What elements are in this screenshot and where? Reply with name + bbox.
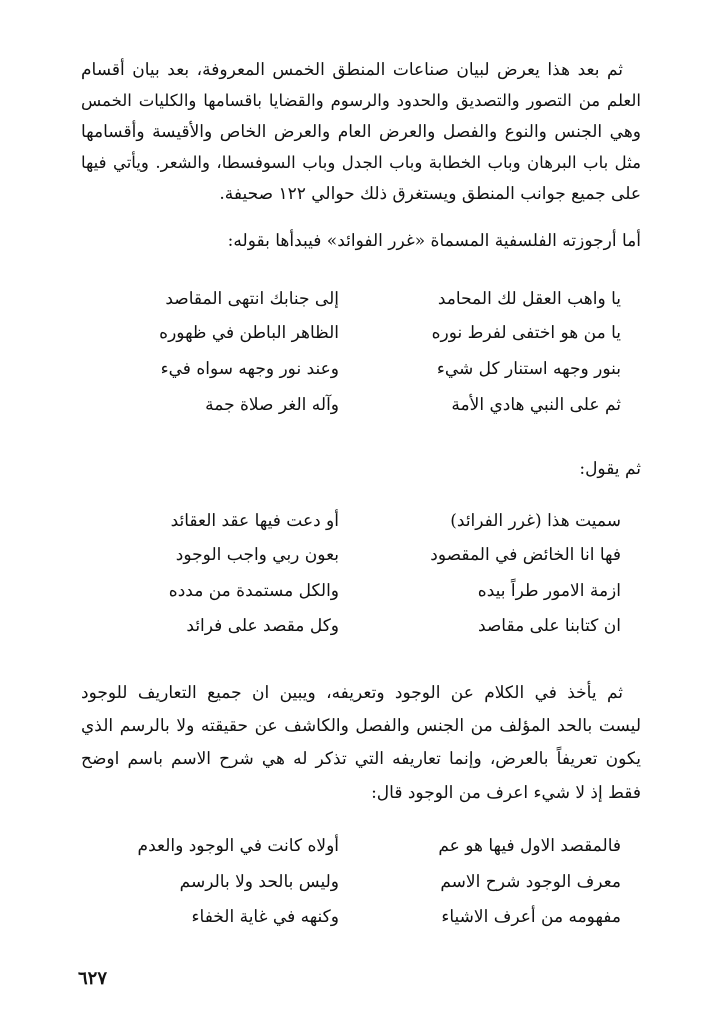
paragraph1-line-4: مثل باب البرهان وباب الخطابة وباب الجدل وباب السوفسطا، والشعر. ويأتي فيها: [81, 153, 641, 172]
paragraph1-line-1: ثم بعد هذا يعرض لبيان صناعات المنطق الخمس المعروفة، بعد بيان أقسام: [81, 60, 623, 80]
poem1-verse-2-right: يا من هو اختفى لفرط نوره: [431, 323, 621, 343]
poem1-verse-4-right: ثم على النبي هادي الأمة: [451, 395, 621, 415]
paragraph1-line-5: على جميع جوانب المنطق ويستغرق ذلك حوالي ١٢٢ صحيفة.: [219, 184, 641, 204]
paragraph2-line-3: يكون تعريفاً بالعرض، وإنما تعاريفه التي تذكر له هي شرح الاسم باسم اوضح: [81, 749, 641, 769]
poem2-verse-3-right: ازمة الامور طراً بيده: [477, 581, 621, 601]
poem2-verse-3-left: والكل مستمدة من مدده: [168, 581, 339, 601]
poem3-verse-3-left: وكنهه في غاية الخفاء: [191, 907, 339, 927]
poem1-verse-2-left: الظاهر الباطن في ظهوره: [159, 323, 339, 343]
poem1-verse-3-right: بنور وجهه استنار كل شيء: [436, 359, 621, 379]
paragraph2-line-1: ثم يأخذ في الكلام عن الوجود وتعريفه، ويبين ان جميع التعاريف للوجود: [81, 683, 623, 703]
poem2-verse-1-right: سميت هذا (غرر الفرائد): [450, 511, 621, 531]
poem2-verse-4-right: ان كتابنا على مقاصد: [477, 616, 621, 636]
paragraph1-line-2: العلم من التصور والتصديق والحدود والرسوم والقضايا باقسامها والكليات الخمس: [81, 91, 641, 110]
poem1-verse-3-left: وعند نور وجهه سواه فيء: [160, 359, 339, 379]
poem2-verse-4-left: وكل مقصد على فرائد: [186, 616, 339, 636]
poem3-verse-2-left: وليس بالحد ولا بالرسم: [179, 872, 339, 892]
poem2-verse-2-left: بعون ربي واجب الوجود: [175, 545, 339, 565]
poem3-verse-1-left: أولاه كانت في الوجود والعدم: [137, 836, 339, 856]
poem3-verse-3-right: مفهومه من أعرف الاشياء: [441, 907, 621, 927]
then-he-says: ثم يقول:: [579, 459, 641, 479]
poem1-verse-1-left: إلى جنابك انتهى المقاصد: [165, 289, 339, 309]
poem1-verse-1-right: يا واهب العقل لك المحامد: [437, 289, 621, 309]
paragraph2-line-2: ليست بالحد المؤلف من الجنس والفصل والكاشف عن حقيقته ولا بالرسم الذي: [81, 716, 641, 736]
poem3-verse-1-right: فالمقصد الاول فيها هو عم: [438, 836, 621, 856]
poem2-verse-2-right: فها انا الخائض في المقصود: [430, 545, 621, 565]
poem1-verse-4-left: وآله الغر صلاة جمة: [205, 395, 339, 415]
urjuza-intro: أما أرجوزته الفلسفية المسماة «غرر الفوائد» فيبدأها بقوله:: [227, 231, 641, 251]
paragraph1-line-3: وهي الجنس والنوع والفصل والعرض العام والعرض الخاص والأقيسة وأقسامها: [81, 122, 641, 142]
paragraph2-line-4: فقط إذ لا شيء اعرف من الوجود قال:: [371, 783, 641, 803]
page-number: ٦٢٧: [78, 968, 108, 989]
poem2-verse-1-left: أو دعت فيها عقد العقائد: [170, 511, 339, 531]
poem3-verse-2-right: معرف الوجود شرح الاسم: [440, 872, 621, 892]
